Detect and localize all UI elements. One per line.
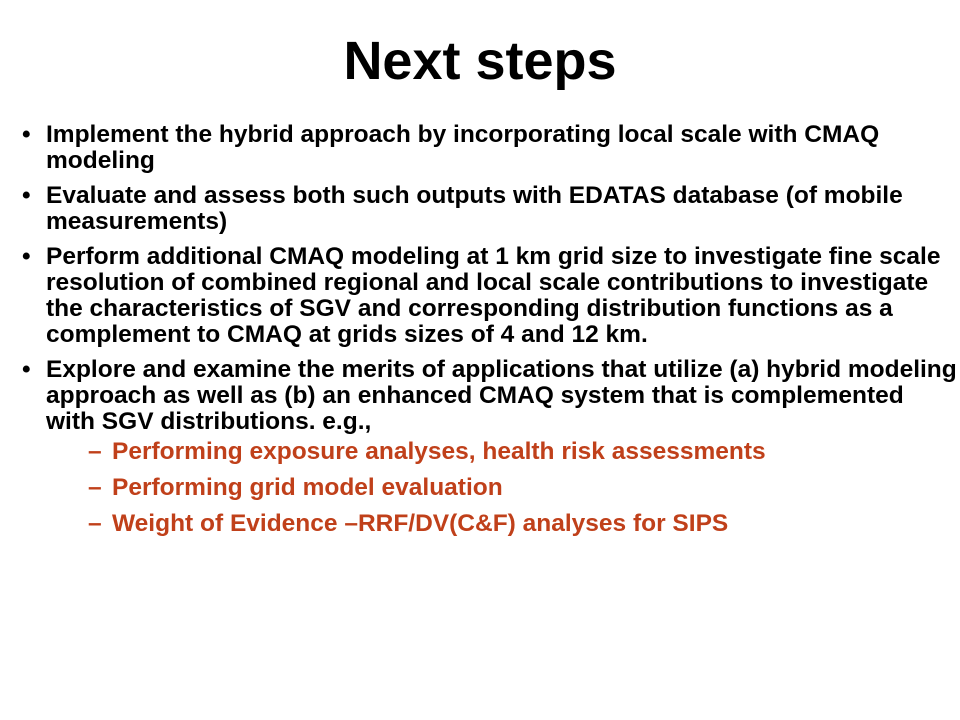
slide-title: Next steps <box>343 31 617 91</box>
sub-bullet-marker: – <box>88 474 102 501</box>
sub-bullet-text: Performing exposure analyses, health risk assessments <box>112 438 766 465</box>
bullet-marker: • <box>22 121 31 148</box>
sub-bullet-item <box>46 511 957 537</box>
bullet-text: Explore and examine the merits of applications that utilize (a) hybrid modeling approach as well as (b) an enhanced CMAQ system that is complemented with SGV distributions. e.g., <box>46 356 957 435</box>
bullet-text: Implement the hybrid approach by incorporating local scale with CMAQ modeling <box>46 121 880 174</box>
sub-bullet-marker: – <box>88 510 102 537</box>
bullet-item <box>22 357 957 537</box>
sub-bullet-item <box>46 475 957 501</box>
bullet-marker: • <box>22 243 31 270</box>
bullet-marker: • <box>22 182 31 209</box>
sub-bullet-item <box>46 439 957 465</box>
sub-bullet-marker: – <box>88 438 102 465</box>
bullet-item <box>22 244 957 348</box>
bullet-item <box>22 183 957 235</box>
bullet-text: Perform additional CMAQ modeling at 1 km grid size to investigate fine scale resolution of combined regional and local scale contributions to investigate the characteristics of SGV and corresponding distribution functions as a complement to CMAQ at grids sizes of 4 and 12 km. <box>46 243 941 348</box>
sub-bullet-text: Weight of Evidence –RRF/DV(C&F) analyses for SIPS <box>112 510 729 537</box>
bullet-text: Evaluate and assess both such outputs with EDATAS database (of mobile measurements) <box>46 182 903 235</box>
bullet-marker: • <box>22 356 31 383</box>
bullet-item <box>22 122 957 174</box>
sub-bullet-list <box>46 439 957 537</box>
sub-bullet-text: Performing grid model evaluation <box>112 474 503 501</box>
bullet-list <box>22 122 957 547</box>
